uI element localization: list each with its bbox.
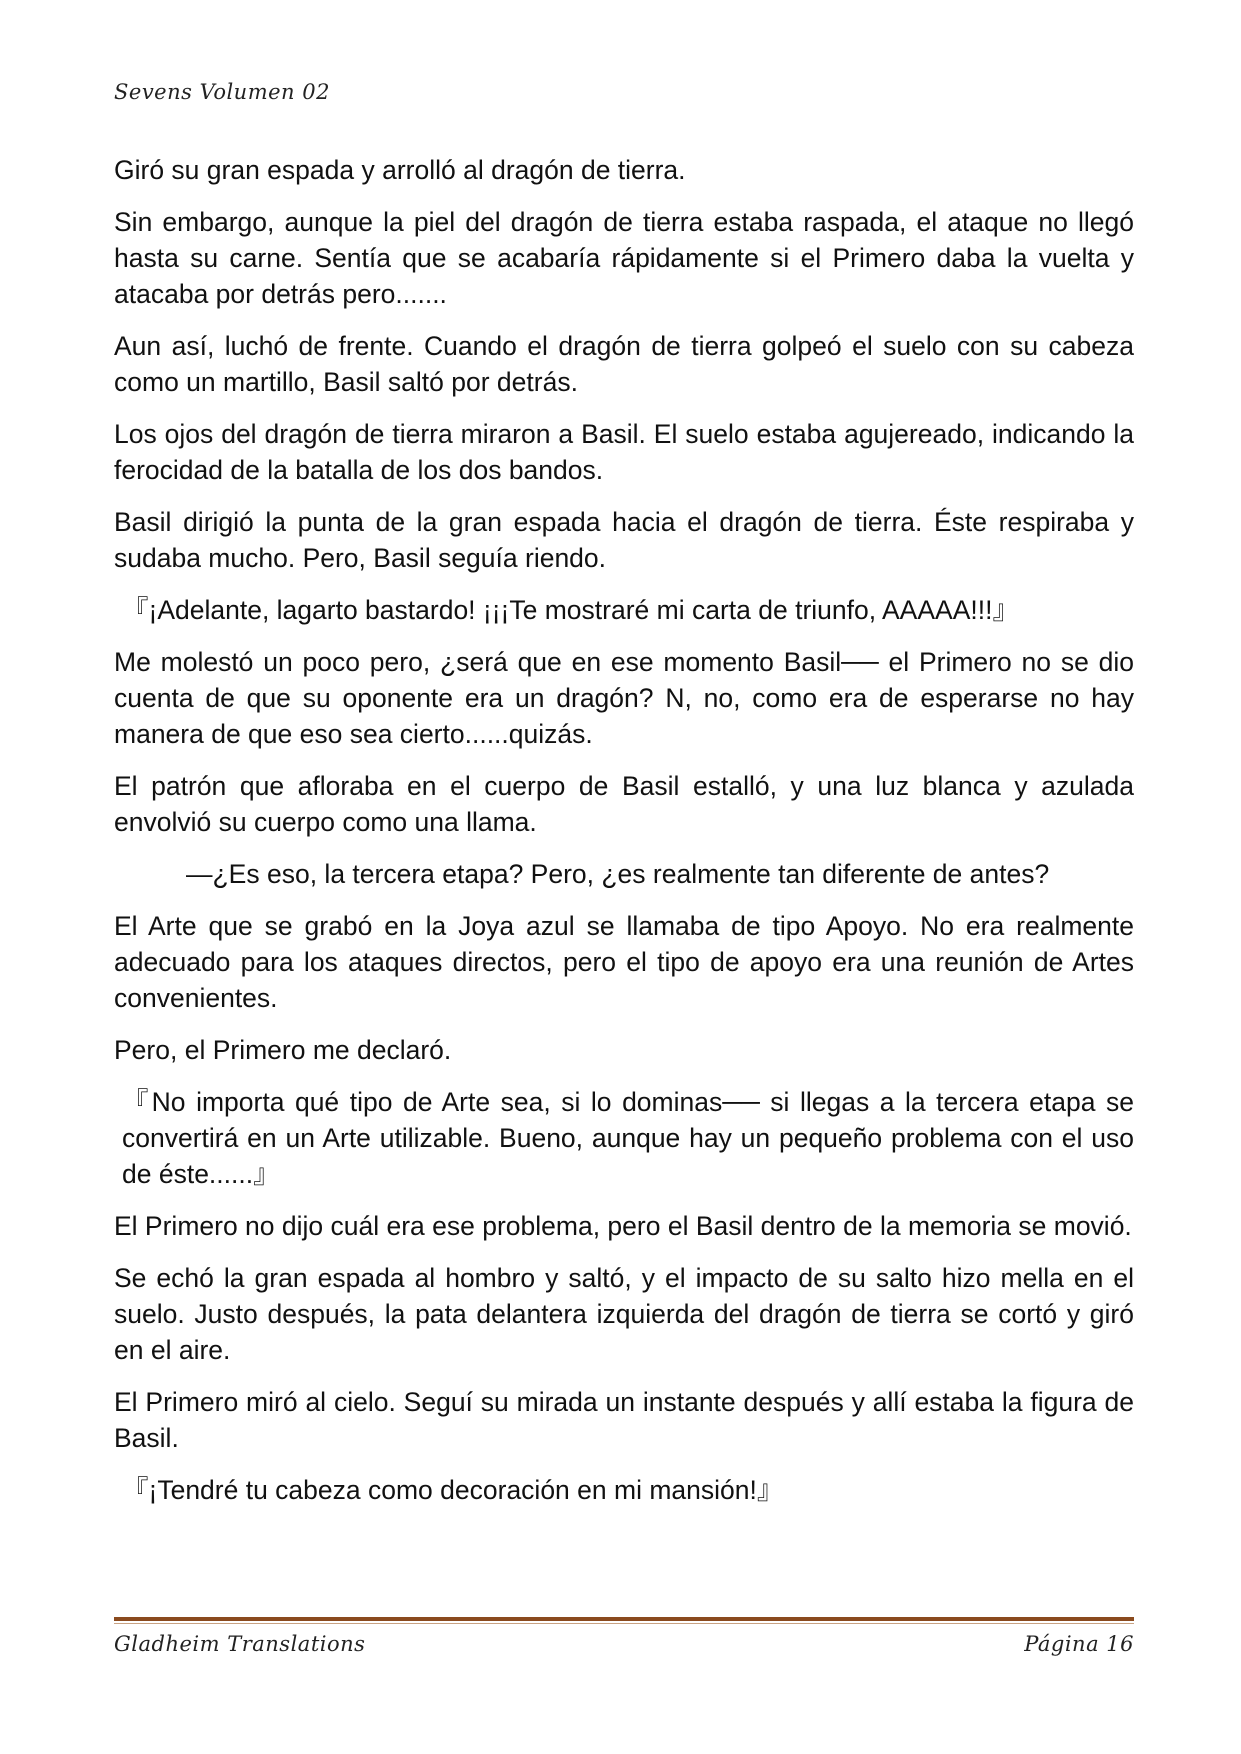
paragraph-3: Aun así, luchó de frente. Cuando el dragón de tierra golpeó el suelo con su cabeza como un martillo, Basil saltó por detrás. xyxy=(114,331,1134,397)
paragraph-5: Basil dirigió la punta de la gran espada hacia el dragón de tierra. Éste respiraba y sudaba mucho. Pero, Basil seguía riendo. xyxy=(114,507,1134,573)
paragraph-14: Se echó la gran espada al hombro y saltó, y el impacto de su salto hizo mella en el suelo. Justo después, la pata delantera izquierda del dragón de tierra se cortó y giró en el aire. xyxy=(114,1263,1134,1365)
paragraph-8: El patrón que afloraba en el cuerpo de Basil estalló, y una luz blanca y azulada envolvió su cuerpo como una llama. xyxy=(114,771,1134,837)
dialog-line-2: 『No importa qué tipo de Arte sea, si lo dominas── si llegas a la tercera etapa se convertirá en un Arte utilizable. Bueno, aunque hay un pequeño problema con el uso de éste......』 xyxy=(122,1087,1134,1189)
footer-divider-thin xyxy=(114,1623,1134,1624)
paragraph-4: Los ojos del dragón de tierra miraron a Basil. El suelo estaba agujereado, indicando la ferocidad de la batalla de los dos bandos. xyxy=(114,419,1134,485)
paragraph-2: Sin embargo, aunque la piel del dragón de tierra estaba raspada, el ataque no llegó hasta su carne. Sentía que se acabaría rápidamente si el Primero daba la vuelta y atacaba por detrás pero....... xyxy=(114,207,1134,309)
dialog-line-1: 『¡Adelante, lagarto bastardo! ¡¡¡Te mostraré mi carta de triunfo, AAAAA!!!』 xyxy=(122,595,1019,625)
paragraph-10: El Arte que se grabó en la Joya azul se llamaba de tipo Apoyo. No era realmente adecuado para los ataques directos, pero el tipo de apoyo era una reunión de Artes convenientes. xyxy=(114,911,1134,1013)
inner-thought-line: —¿Es eso, la tercera etapa? Pero, ¿es realmente tan diferente de antes? xyxy=(186,859,1050,889)
paragraph-15: El Primero miró al cielo. Seguí su mirada un instante después y allí estaba la figura de Basil. xyxy=(114,1387,1134,1453)
footer-divider xyxy=(114,1617,1134,1621)
paragraph-1: Giró su gran espada y arrolló al dragón de tierra. xyxy=(114,155,686,185)
footer-translator: Gladheim Translations xyxy=(114,1632,366,1656)
paragraph-13: El Primero no dijo cuál era ese problema, pero el Basil dentro de la memoria se movió. xyxy=(114,1211,1132,1241)
page-header-title: Sevens Volumen 02 xyxy=(114,80,330,104)
footer-page-number: Página 16 xyxy=(1024,1632,1134,1656)
paragraph-7: Me molestó un poco pero, ¿será que en ese momento Basil── el Primero no se dio cuenta de que su oponente era un dragón? N, no, como era de esperarse no hay manera de que eso sea cierto......quizás. xyxy=(114,647,1134,749)
dialog-line-3: 『¡Tendré tu cabeza como decoración en mi mansión!』 xyxy=(122,1475,784,1505)
paragraph-11: Pero, el Primero me declaró. xyxy=(114,1035,452,1065)
body-text xyxy=(114,152,1134,1524)
